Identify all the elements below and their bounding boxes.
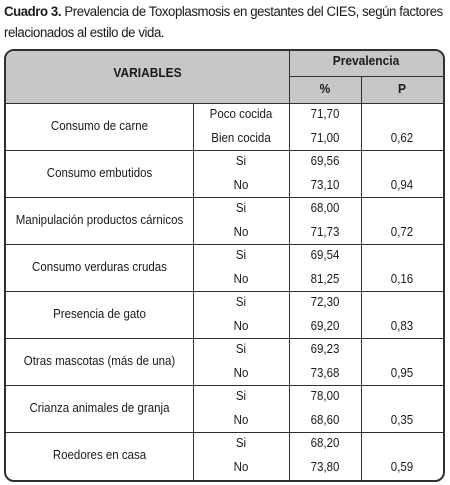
header-prevalencia: Prevalencia	[332, 53, 400, 68]
column-divider-pct	[289, 51, 290, 480]
caption-label: Cuadro 3.	[4, 4, 62, 20]
percent-cell: 68,60	[310, 412, 340, 427]
percent-cell: 78,00	[310, 389, 340, 403]
column-divider-p	[361, 76, 362, 480]
category-cell: Poco cocida	[209, 107, 273, 121]
group-separator-line	[6, 338, 443, 339]
p-value-cell: 0,95	[390, 365, 414, 380]
prevalence-table	[4, 49, 445, 482]
group-separator-line	[6, 197, 443, 198]
p-value-cell: 0,83	[390, 318, 414, 333]
header-mid-line	[289, 76, 443, 77]
percent-cell: 71,70	[310, 107, 340, 121]
group-separator-line	[6, 244, 443, 245]
percent-cell: 69,20	[310, 318, 340, 333]
variable-name: Consumo embutidos	[46, 166, 153, 180]
p-value-cell: 0,94	[390, 177, 414, 192]
percent-cell: 81,25	[310, 271, 340, 286]
category-cell: No	[233, 224, 249, 239]
table-caption	[4, 2, 446, 44]
percent-cell: 73,80	[310, 459, 340, 474]
category-cell: No	[233, 412, 249, 427]
caption-text: Prevalencia de Toxoplasmosis en gestantes del CIES, según factores relacionados al estilo de vida.	[4, 4, 443, 41]
category-cell: Si	[235, 436, 247, 450]
percent-cell: 68,20	[310, 436, 340, 450]
percent-cell: 69,56	[310, 154, 340, 168]
variable-name: Presencia de gato	[53, 307, 146, 321]
variable-name: Roedores en casa	[52, 448, 147, 462]
group-separator-line	[6, 291, 443, 292]
group-separator-line	[6, 432, 443, 433]
header-bottom-line	[6, 103, 443, 104]
category-cell: No	[233, 271, 249, 286]
p-value-cell: 0,16	[390, 271, 414, 286]
variable-name: Consumo de carne	[50, 119, 149, 133]
percent-cell: 71,00	[310, 130, 340, 145]
group-separator-line	[6, 150, 443, 151]
category-cell: Si	[235, 342, 247, 356]
percent-cell: 72,30	[310, 295, 340, 309]
category-cell: No	[233, 318, 249, 333]
variable-name: Consumo verduras crudas	[32, 260, 167, 274]
variable-name: Manipulación productos cárnicos	[15, 213, 184, 227]
percent-cell: 73,10	[310, 177, 340, 192]
category-cell: Si	[235, 295, 247, 309]
category-cell: Si	[235, 389, 247, 403]
p-value-cell: 0,35	[390, 412, 414, 427]
percent-cell: 68,00	[310, 201, 340, 215]
percent-cell: 71,73	[310, 224, 340, 239]
category-cell: Si	[235, 248, 247, 262]
category-cell: Si	[235, 201, 247, 215]
category-cell: No	[233, 459, 249, 474]
category-cell: No	[233, 365, 249, 380]
percent-cell: 73,68	[310, 365, 340, 380]
category-cell: No	[233, 177, 249, 192]
header-percent: %	[319, 81, 331, 96]
header-p: P	[398, 81, 406, 96]
category-cell: Si	[235, 154, 247, 168]
category-cell: Bien cocida	[211, 130, 271, 145]
p-value-cell: 0,72	[390, 224, 414, 239]
percent-cell: 69,23	[310, 342, 340, 356]
p-value-cell: 0,62	[390, 130, 414, 145]
variable-name: Otras mascotas (más de una)	[23, 354, 176, 368]
p-value-cell: 0,59	[390, 459, 414, 474]
group-separator-line	[6, 385, 443, 386]
header-variables: VARIABLES	[113, 65, 182, 80]
percent-cell: 69,54	[310, 248, 340, 262]
variable-name: Crianza animales de granja	[29, 401, 170, 415]
